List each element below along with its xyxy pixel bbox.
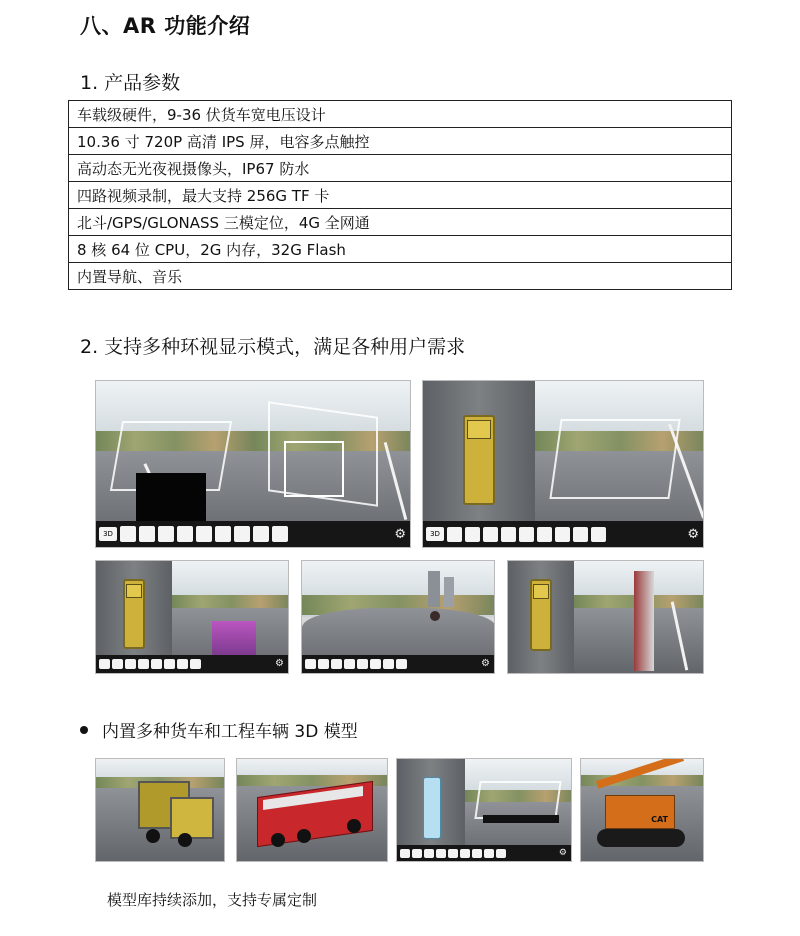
mode-button[interactable] — [331, 659, 342, 669]
bus-model-top — [423, 777, 441, 839]
ar-screenshot-topview-3d — [422, 380, 704, 548]
ar-screenshot-rear-guide — [95, 560, 289, 674]
truck-model-top — [463, 415, 495, 505]
table-cell: 内置导航、音乐 — [69, 263, 732, 290]
ar-screenshot-split-3d — [95, 380, 411, 548]
mode-button[interactable] — [448, 849, 458, 858]
mode-button[interactable] — [573, 527, 588, 542]
mode-button[interactable] — [357, 659, 368, 669]
mode-button[interactable] — [253, 526, 269, 542]
mode-button[interactable] — [460, 849, 470, 858]
dump-truck-cab — [170, 797, 214, 839]
table-cell: 车载级硬件，9-36 伏货车宽电压设计 — [69, 101, 732, 128]
mode-button[interactable] — [436, 849, 446, 858]
view-mode-toolbar — [397, 845, 571, 861]
mode-button[interactable] — [234, 526, 250, 542]
table-row — [69, 209, 732, 236]
mode-button[interactable] — [400, 849, 410, 858]
mode-button[interactable] — [396, 659, 407, 669]
mode-button[interactable] — [472, 849, 482, 858]
mode-button[interactable] — [465, 527, 480, 542]
view-mode-toolbar — [96, 521, 410, 547]
section-title: 八、AR 功能介绍 — [80, 14, 251, 38]
table-cell: 北斗/GPS/GLONASS 三模定位，4G 全网通 — [69, 209, 732, 236]
mode-button[interactable] — [120, 526, 136, 542]
table-cell: 10.36 寸 720P 高清 IPS 屏，电容多点触控 — [69, 128, 732, 155]
table-row — [69, 182, 732, 209]
mode-button[interactable] — [555, 527, 570, 542]
mode-button[interactable] — [138, 659, 149, 669]
camera-view-side — [574, 561, 704, 673]
bird-eye-view — [508, 561, 574, 673]
mode-button[interactable] — [151, 659, 162, 669]
mode-button[interactable] — [318, 659, 329, 669]
model-image-bus — [396, 758, 572, 862]
mode-button[interactable] — [177, 526, 193, 542]
mode-button[interactable] — [125, 659, 136, 669]
gear-icon[interactable]: ⚙ — [394, 526, 406, 542]
gear-icon[interactable]: ⚙ — [481, 658, 490, 669]
gear-icon[interactable]: ⚙ — [275, 658, 284, 669]
mode-button[interactable] — [496, 849, 506, 858]
mode-button[interactable] — [177, 659, 188, 669]
truck-model-top — [123, 579, 145, 649]
mode-button[interactable] — [139, 526, 155, 542]
table-cell: 高动态无光夜视摄像头，IP67 防水 — [69, 155, 732, 182]
ar-screenshot-fisheye — [301, 560, 495, 674]
excavator-badge: CAT — [651, 815, 668, 824]
models-bullet-text: 内置多种货车和工程车辆 3D 模型 — [102, 722, 358, 742]
mode-button[interactable] — [99, 659, 110, 669]
mode-button[interactable] — [383, 659, 394, 669]
view-mode-toolbar — [423, 521, 703, 547]
truck-model-top — [530, 579, 552, 651]
mode-button[interactable] — [483, 527, 498, 542]
mode-button[interactable] — [196, 526, 212, 542]
table-cell: 8 核 64 位 CPU，2G 内存，32G Flash — [69, 236, 732, 263]
mode-button[interactable] — [424, 849, 434, 858]
mode-button[interactable] — [344, 659, 355, 669]
table-row — [69, 263, 732, 290]
ar-screenshot-side-view — [507, 560, 704, 674]
table-row — [69, 101, 732, 128]
model-image-excavator — [580, 758, 704, 862]
mode-button[interactable] — [190, 659, 201, 669]
views-heading: 2. 支持多种环视显示模式，满足各种用户需求 — [80, 336, 466, 358]
mode-button[interactable] — [164, 659, 175, 669]
model-image-fire-truck — [236, 758, 388, 862]
guide-line-overlay — [212, 621, 256, 657]
gear-icon[interactable]: ⚙ — [558, 847, 567, 858]
models-note: 模型库持续添加，支持专属定制 — [107, 891, 318, 909]
model-image-dump-truck — [95, 758, 225, 862]
mode-button[interactable] — [447, 527, 462, 542]
mode-button[interactable] — [412, 849, 422, 858]
mode-button[interactable] — [591, 527, 606, 542]
mode-button[interactable] — [215, 526, 231, 542]
view-mode-toolbar — [96, 655, 288, 673]
gear-icon[interactable]: ⚙ — [687, 526, 699, 542]
mode-button[interactable] — [501, 527, 516, 542]
mode-button[interactable] — [112, 659, 123, 669]
mode-3d-button[interactable]: 3D — [426, 527, 444, 541]
mode-button[interactable] — [370, 659, 381, 669]
mode-button[interactable] — [305, 659, 316, 669]
table-row — [69, 155, 732, 182]
mode-button[interactable] — [158, 526, 174, 542]
mode-button[interactable] — [272, 526, 288, 542]
mode-3d-button[interactable]: 3D — [99, 527, 117, 541]
spec-table — [68, 100, 732, 290]
params-heading: 1. 产品参数 — [80, 72, 181, 94]
models-bullet — [80, 717, 358, 742]
table-row — [69, 236, 732, 263]
excavator-track — [597, 829, 685, 847]
bullet-dot — [80, 726, 88, 734]
mode-button[interactable] — [519, 527, 534, 542]
table-cell: 四路视频录制，最大支持 256G TF 卡 — [69, 182, 732, 209]
table-row — [69, 128, 732, 155]
view-mode-toolbar — [302, 655, 494, 673]
excavator-body — [605, 795, 675, 829]
mode-button[interactable] — [537, 527, 552, 542]
mode-button[interactable] — [484, 849, 494, 858]
